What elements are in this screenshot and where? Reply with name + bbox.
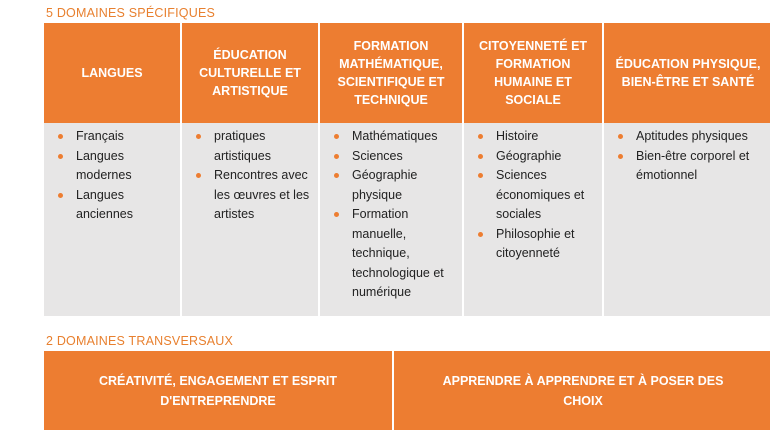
list-item: Géographie (470, 147, 598, 167)
header-formation-mathematique: FORMATION MATHÉMATIQUE, SCIENTIFIQUE ET TECHNIQUE (320, 23, 464, 123)
header-education-physique: ÉDUCATION PHYSIQUE, BIEN-ÊTRE ET SANTÉ (604, 23, 770, 123)
list-education-culturelle (188, 127, 314, 225)
list-item: Histoire (470, 127, 598, 147)
list-item: Mathématiques (326, 127, 458, 147)
body-education-physique (604, 123, 770, 316)
list-item: Langues anciennes (50, 186, 176, 225)
list-item: Sciences économiques et sociales (470, 166, 598, 225)
list-education-physique (610, 127, 768, 186)
list-item: Bien-être corporel et émotionnel (610, 147, 768, 186)
list-item: Philosophie et citoyenneté (470, 225, 598, 264)
list-item: Sciences (326, 147, 458, 167)
specific-domains-title: 5 DOMAINES SPÉCIFIQUES (46, 6, 216, 20)
transversal-creativite: CRÉATIVITÉ, ENGAGEMENT ET ESPRIT D'ENTREPRENDRE (44, 351, 394, 430)
body-citoyennete (464, 123, 604, 316)
header-education-culturelle: ÉDUCATION CULTURELLE ET ARTISTIQUE (182, 23, 320, 123)
list-citoyennete (470, 127, 598, 264)
list-item: Formation manuelle, technique, technologique et numérique (326, 205, 458, 303)
list-formation-mathematique (326, 127, 458, 303)
list-item: pratiques artistiques (188, 127, 314, 166)
list-item: Aptitudes physiques (610, 127, 768, 147)
list-item: Géographie physique (326, 166, 458, 205)
transversal-domains-title: 2 DOMAINES TRANSVERSAUX (46, 334, 234, 348)
list-item: Langues modernes (50, 147, 176, 186)
list-langues (50, 127, 176, 225)
transversal-domains-table (44, 351, 770, 430)
specific-domains-table (44, 23, 770, 316)
body-education-culturelle (182, 123, 320, 316)
transversal-apprendre: APPRENDRE À APPRENDRE ET À POSER DES CHOIX (394, 351, 770, 430)
body-formation-mathematique (320, 123, 464, 316)
header-citoyennete: CITOYENNETÉ ET FORMATION HUMAINE ET SOCIALE (464, 23, 604, 123)
list-item: Français (50, 127, 176, 147)
body-langues (44, 123, 182, 316)
header-langues: LANGUES (44, 23, 182, 123)
list-item: Rencontres avec les œuvres et les artistes (188, 166, 314, 225)
